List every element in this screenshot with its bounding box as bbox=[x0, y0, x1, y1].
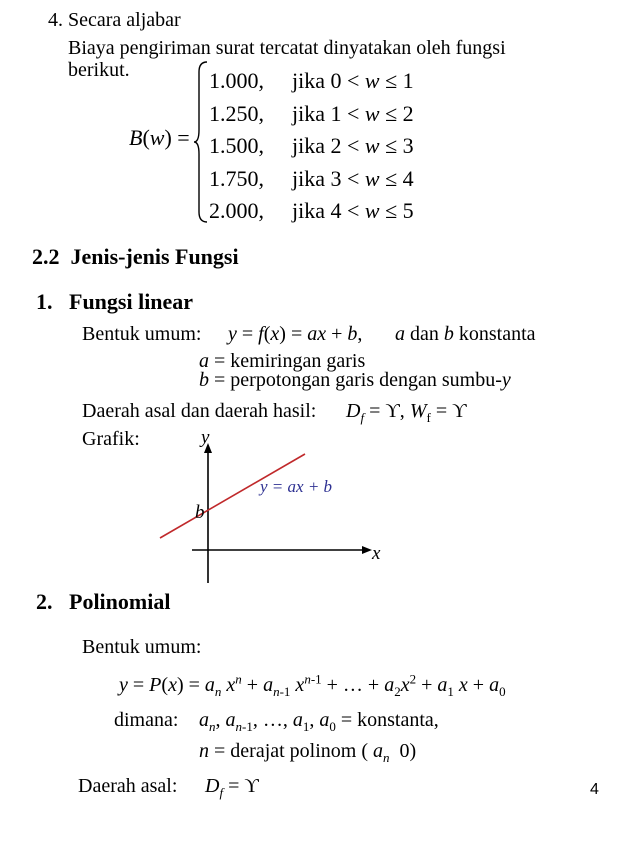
linear-def-a: a = kemiringan garis bbox=[199, 350, 366, 372]
linear-line bbox=[160, 454, 305, 538]
example-text-line2: berikut. bbox=[68, 59, 130, 81]
x-axis-arrow-icon bbox=[362, 546, 372, 554]
case-value: 1.250, bbox=[209, 101, 264, 126]
linear-heading: 1. Fungsi linear bbox=[36, 289, 194, 314]
case-value: 1.750, bbox=[209, 166, 264, 191]
linear-domain-eq: $D_f = ϒ$, $W_f = ϒ$ bbox=[346, 400, 467, 425]
left-brace bbox=[193, 60, 209, 224]
linear-def-b: b = perpotongan garis dengan sumbu-y bbox=[199, 369, 511, 391]
linear-form-eq: y = f(x) = ax + b, bbox=[228, 323, 363, 345]
line-equation-label: y = ax + b bbox=[260, 477, 333, 496]
linear-domain-label: Daerah asal dan daerah hasil: bbox=[82, 400, 317, 422]
poly-form-eq: $y = P(x) = a_n$ $x^n + a_{n-1}$ $x^{n-1}$ + … + $a_2x^2 + a_1$ $x + a_0$ bbox=[119, 671, 506, 699]
example-heading: 4. Secara aljabar bbox=[48, 9, 181, 31]
poly-where-eq: $a_n$, $a_{n-1}$, …, $a_1$, $a_0$ = konstanta, bbox=[199, 709, 439, 734]
linear-graph-label: Grafik: bbox=[82, 428, 140, 450]
linear-form-label: Bentuk umum: bbox=[82, 323, 202, 345]
piecewise-label: B(w) = bbox=[129, 125, 190, 150]
case-condition: jika 3 < w ≤ 4 bbox=[292, 166, 414, 191]
poly-domain-eq: $D_f = ϒ$ bbox=[205, 775, 259, 800]
poly-form-label: Bentuk umum: bbox=[82, 636, 202, 658]
linear-graph bbox=[150, 425, 390, 585]
x-axis-label: x bbox=[372, 543, 381, 564]
y-axis-label: y bbox=[201, 427, 210, 448]
case-value: 1.500, bbox=[209, 133, 264, 158]
example-text-line1: Biaya pengiriman surat tercatat dinyatakan oleh fungsi bbox=[68, 37, 506, 59]
case-condition: jika 0 < w ≤ 1 bbox=[292, 68, 414, 93]
poly-domain-label: Daerah asal: bbox=[78, 775, 178, 797]
case-value: 1.000, bbox=[209, 68, 264, 93]
case-value: 2.000, bbox=[209, 198, 264, 223]
section-heading: 2.2 Jenis-jenis Fungsi bbox=[32, 244, 239, 269]
case-condition: jika 2 < w ≤ 3 bbox=[292, 133, 414, 158]
case-condition: jika 4 < w ≤ 5 bbox=[292, 198, 414, 223]
poly-where-label: dimana: bbox=[114, 709, 179, 731]
linear-form-note: a dan b konstanta bbox=[395, 323, 536, 345]
poly-degree-eq: n = derajat polinom ( $a_n$ 0) bbox=[199, 740, 417, 765]
case-condition: jika 1 < w ≤ 2 bbox=[292, 101, 414, 126]
page-number: 4 bbox=[590, 781, 599, 798]
poly-heading: 2. Polinomial bbox=[36, 589, 171, 614]
intercept-label: b bbox=[195, 502, 205, 523]
